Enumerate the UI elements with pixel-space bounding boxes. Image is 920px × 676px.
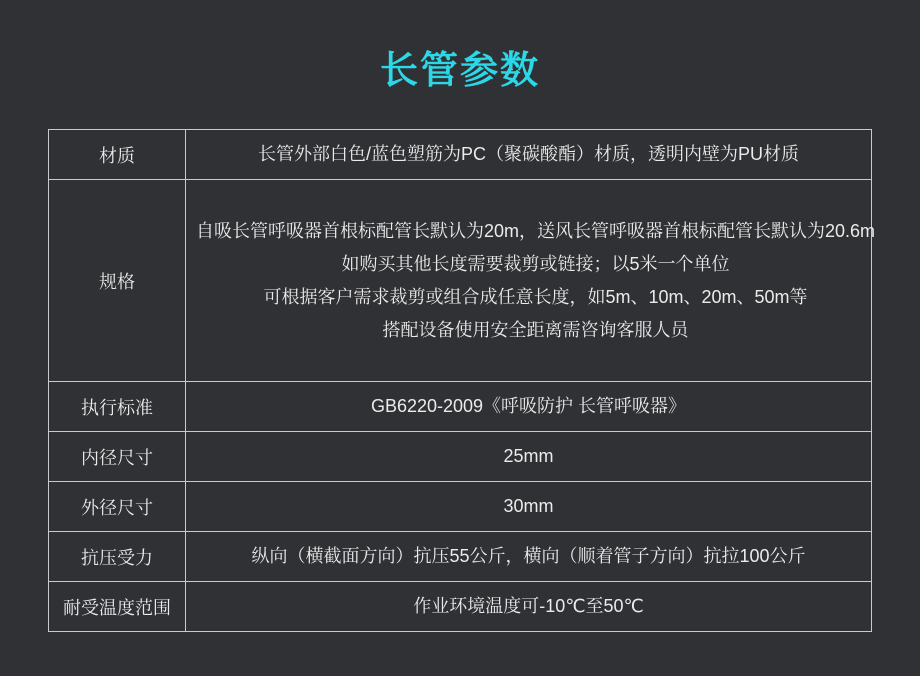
row-value — [186, 432, 871, 481]
value-text: 长管外部白色/蓝色塑筋为PC（聚碳酸酯）材质，透明内壁为PU材质 — [257, 144, 799, 164]
table-row-temperature — [49, 582, 871, 632]
row-value — [186, 180, 885, 381]
value-text-line: 可根据客户需求裁剪或组合成任意长度，如5m、10m、20m、50m等 — [263, 286, 808, 307]
table-row-standard — [49, 382, 871, 432]
row-label: 执行标准 — [49, 382, 186, 431]
table-row-specs — [49, 180, 876, 382]
value-text: 25mm — [503, 446, 554, 466]
row-value — [186, 482, 871, 531]
value-text-line: 如购买其他长度需要裁剪或链接；以5米一个单位 — [341, 253, 730, 274]
row-value — [186, 382, 871, 431]
row-label: 耐受温度范围 — [49, 582, 186, 631]
value-text: GB6220-2009《呼吸防护 长管呼吸器》 — [370, 396, 687, 416]
table-row-inner-diameter — [49, 432, 871, 482]
row-label: 抗压受力 — [49, 532, 186, 581]
row-value — [186, 532, 871, 581]
value-text-line: 搭配设备使用安全距离需咨询客服人员 — [382, 319, 689, 340]
value-text: 30mm — [503, 496, 554, 516]
value-text: 作业环境温度可-10℃至50℃ — [413, 596, 644, 616]
row-label: 材质 — [49, 130, 186, 179]
row-value — [186, 130, 871, 179]
page-title: 长管参数 — [379, 50, 540, 92]
row-label: 外径尺寸 — [49, 482, 186, 531]
table-row-pressure — [49, 532, 871, 582]
table-row-material — [49, 130, 871, 180]
row-value — [186, 582, 871, 631]
value-text-line: 自吸长管呼吸器首根标配管长默认为20m，送风长管呼吸器首根标配管长默认为20.6m — [196, 220, 876, 241]
row-label: 规格 — [49, 180, 186, 381]
value-text: 纵向（横截面方向）抗压55公斤，横向（顺着管子方向）抗拉100公斤 — [251, 546, 806, 566]
row-label: 内径尺寸 — [49, 432, 186, 481]
spec-table — [48, 129, 876, 632]
table-row-outer-diameter — [49, 482, 871, 532]
